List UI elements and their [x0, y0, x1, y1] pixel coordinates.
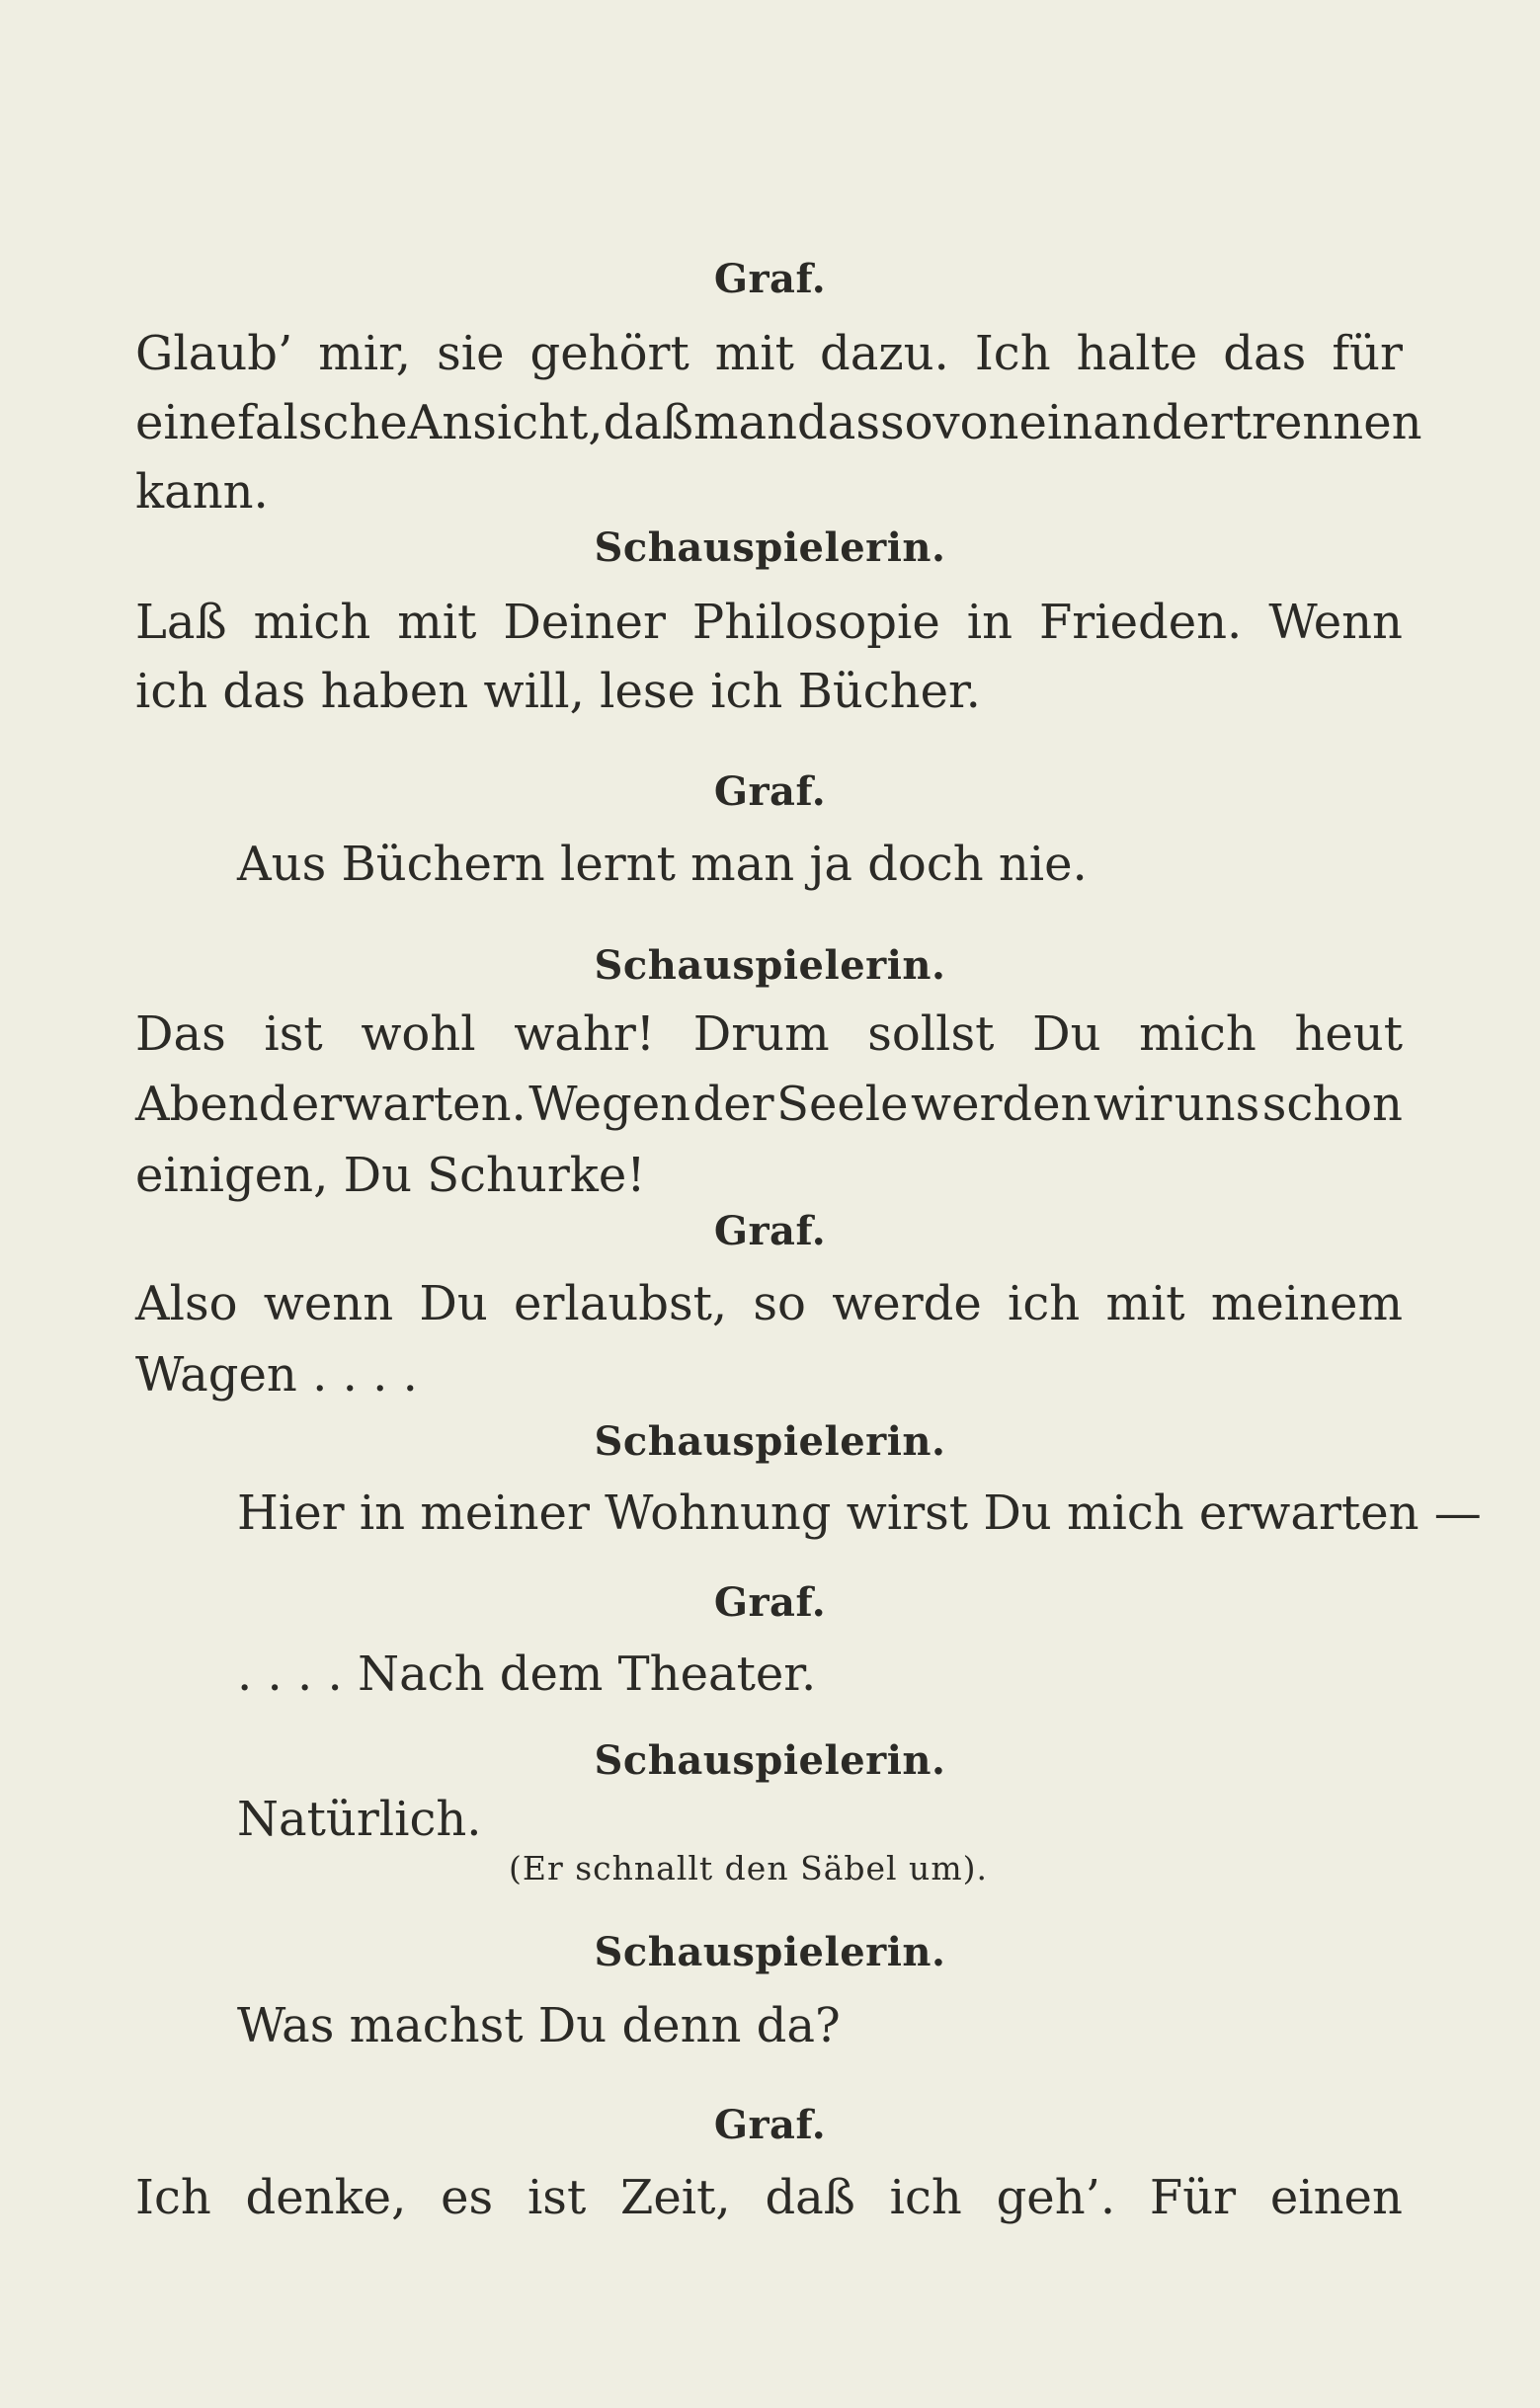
- word: mich: [253, 595, 371, 650]
- text-line: Aus Büchern lernt man ja doch nie.: [237, 837, 1088, 892]
- speaker-name: Schauspielerin.: [594, 942, 946, 989]
- text-line: kann.: [135, 464, 269, 520]
- word: Seele: [776, 1077, 909, 1132]
- word: so: [880, 395, 933, 450]
- word: werden: [910, 1077, 1092, 1132]
- word: wenn: [263, 1276, 394, 1331]
- word: trennen: [1232, 395, 1422, 450]
- word: das: [1223, 326, 1307, 381]
- word: mir,: [318, 326, 412, 381]
- word: Ich: [135, 2170, 211, 2225]
- text-line: Hier in meiner Wohnung wirst Du mich erwarten —: [237, 1485, 1482, 1541]
- word: so: [753, 1276, 806, 1331]
- word: mich: [1139, 1006, 1256, 1062]
- word: Drum: [692, 1006, 830, 1062]
- word: ist: [527, 2170, 587, 2225]
- speaker-name: Graf.: [713, 256, 827, 302]
- text-line-justified: [135, 1075, 1403, 1134]
- speaker-name: Graf.: [713, 1579, 827, 1626]
- word: Wegen: [528, 1077, 691, 1132]
- word: einen: [1269, 2170, 1403, 2225]
- word: Frieden.: [1039, 595, 1243, 650]
- word: sie: [437, 326, 505, 381]
- word: schon: [1261, 1077, 1403, 1132]
- word: Für: [1149, 2170, 1237, 2225]
- word: meinem: [1210, 1276, 1403, 1331]
- speaker-name: Graf.: [713, 2102, 827, 2148]
- text-line-justified: [135, 324, 1403, 383]
- word: daß: [603, 395, 693, 450]
- word: Das: [135, 1006, 226, 1062]
- word: halte: [1076, 326, 1198, 381]
- text-line: Was machst Du denn da?: [237, 1998, 841, 2053]
- word: Wenn: [1268, 595, 1403, 650]
- word: man: [692, 395, 798, 450]
- text-line: Wagen . . . .: [135, 1347, 418, 1403]
- text-line: einigen, Du Schurke!: [135, 1148, 646, 1203]
- text-line: Natürlich.: [237, 1792, 482, 1847]
- word: eine: [135, 395, 238, 450]
- text-line: ich das haben will, lese ich Bücher.: [135, 664, 981, 719]
- text-line-justified: [135, 593, 1403, 652]
- word: Philosopie: [691, 595, 940, 650]
- word: ich: [1008, 1276, 1081, 1331]
- text-line-justified: [135, 1274, 1403, 1333]
- word: wohl: [361, 1006, 476, 1062]
- word: daß: [765, 2170, 855, 2225]
- word: wahr!: [514, 1006, 656, 1062]
- word: Glaub’: [135, 326, 293, 381]
- word: ich: [889, 2170, 962, 2225]
- word: heut: [1294, 1006, 1403, 1062]
- word: Du: [419, 1276, 488, 1331]
- stage-direction: (Er schnallt den Säbel um).: [509, 1849, 988, 1887]
- word: für: [1332, 326, 1403, 381]
- word: geh’.: [996, 2170, 1116, 2225]
- word: Zeit,: [620, 2170, 731, 2225]
- word: Du: [1032, 1006, 1101, 1062]
- word: Deiner: [503, 595, 666, 650]
- speaker-name: Schauspielerin.: [594, 524, 946, 571]
- word: mit: [714, 326, 794, 381]
- word: Abend: [135, 1077, 289, 1132]
- text-line-justified: [135, 2168, 1403, 2227]
- word: sollst: [867, 1006, 995, 1062]
- text-line: . . . . Nach dem Theater.: [237, 1646, 817, 1702]
- word: uns: [1174, 1077, 1260, 1132]
- word: Ich: [974, 326, 1051, 381]
- text-line-justified: [135, 1004, 1403, 1064]
- word: Laß: [135, 595, 227, 650]
- word: wir: [1093, 1077, 1173, 1132]
- word: mit: [1105, 1276, 1185, 1331]
- word: von: [932, 395, 1019, 450]
- word: gehört: [529, 326, 689, 381]
- word: der: [692, 1077, 774, 1132]
- word: erwarten.: [290, 1077, 527, 1132]
- word: werde: [832, 1276, 982, 1331]
- text-line-justified: [135, 393, 1422, 452]
- word: einander: [1018, 395, 1233, 450]
- word: ist: [264, 1006, 323, 1062]
- word: Also: [135, 1276, 238, 1331]
- speaker-name: Schauspielerin.: [594, 1737, 946, 1784]
- word: das: [797, 395, 880, 450]
- word: dazu.: [819, 326, 949, 381]
- speaker-name: Graf.: [713, 1208, 827, 1254]
- word: in: [966, 595, 1013, 650]
- speaker-name: Schauspielerin.: [594, 1929, 946, 1975]
- word: falsche: [237, 395, 408, 450]
- speaker-name: Graf.: [713, 768, 827, 815]
- word: es: [441, 2170, 494, 2225]
- word: mit: [397, 595, 477, 650]
- speaker-name: Schauspielerin.: [594, 1418, 946, 1465]
- word: denke,: [245, 2170, 407, 2225]
- word: Ansicht,: [407, 395, 604, 450]
- word: erlaubst,: [514, 1276, 728, 1331]
